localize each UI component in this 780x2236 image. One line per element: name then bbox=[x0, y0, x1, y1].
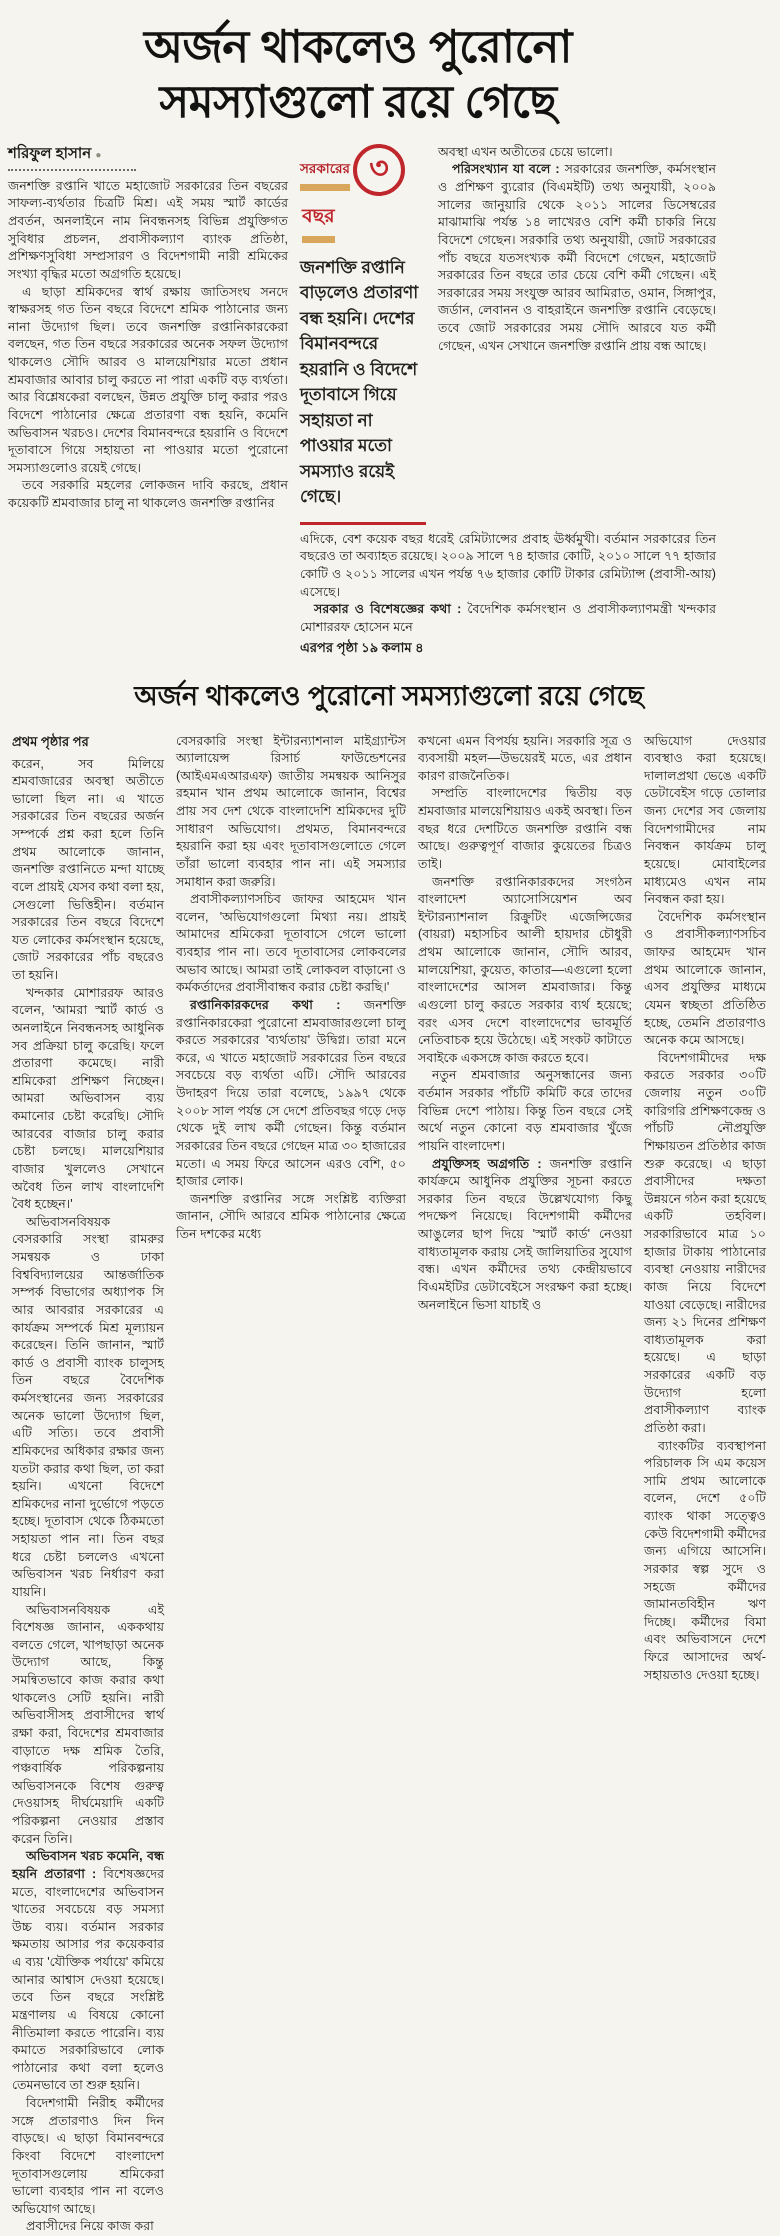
column-4-paragraphs bbox=[644, 733, 766, 1685]
paragraph: সম্প্রতি বাংলাদেশের দ্বিতীয় বড় শ্রমবাজার মালয়েশিয়ায়ও একই অবস্থা। তিন বছর ধরে দেশটিতে জনশক্তি রপ্তানি বন্ধ আছে। গুরুত্বপূর্ণ বাজার কুয়েতের চিত্রও তাই। bbox=[418, 786, 632, 871]
column-2 bbox=[176, 733, 406, 1244]
pull-quote: জনশক্তি রপ্তানি বাড়লেও প্রতারণা বন্ধ হয়নি। দেশের বিমানবন্দরে হয়রানি ও বিদেশে দূতাবাসে গিয়ে সহায়তা না পাওয়ার মতো সমস্যাও রয়েই গেছে। bbox=[300, 257, 419, 507]
continuation-headline: অর্জন থাকলেও পুরোনো সমস্যাগুলো রয়ে গেছে bbox=[134, 680, 644, 711]
paragraph: পরিসংখ্যান যা বলে : সরকারের জনশক্তি, কর্মসংস্থান ও প্রশিক্ষণ ব্যুরোর (বিএমইটি) তথ্য অনুযায়ী, ২০০৯ সালের জানুয়ারি থেকে ২০১১ সালের ডিসেম্বরের মাঝামাঝি পর্যন্ত ১৪ লাখেরও বেশি কর্মী চাকরি নিয়ে বিদেশে গেছেন। সরকারি তথ্য অনুযায়ী, জোট সরকারের পাঁচ বছরে যতসংখ্যক কর্মী বিদেশে গেছেন, মহাজোট সরকারের তিন বছরে তার চেয়ে বেশি কর্মী গেছেন। এই সরকারের সময় সংযুক্ত আরব আমিরাত, ওমান, সিঙ্গাপুর, জর্ডান, লেবানন ও বাহরাইনে জনশক্তি রপ্তানি বেড়েছে। তবে জোট সরকারের সময় সৌদি আরবে যত কর্মী গেছেন, এখন সেখানে জনশক্তি রপ্তানি প্রায় বন্ধ আছে। bbox=[438, 162, 716, 353]
paragraph-lead: অভিবাসন খরচ কমেনি, বন্ধ হয়নি প্রতারণা : bbox=[12, 1849, 164, 1881]
top-right-paragraphs bbox=[438, 144, 716, 356]
pull-quote-red-rule bbox=[300, 522, 426, 525]
top-article-body bbox=[8, 142, 716, 660]
govt-3-years-logo bbox=[300, 144, 426, 196]
logo-suffix-text: বছর bbox=[302, 202, 335, 243]
headline-line-1: অর্জন থাকলেও পুরোনো bbox=[144, 21, 572, 72]
paragraph: জনশক্তি রপ্তানির সঙ্গে সংশ্লিষ্ট ব্যক্তিরা জানান, সৌদি আরবে শ্রমিক পাঠানোর ক্ষেত্রে তিন দশকের মধ্যে bbox=[176, 1191, 406, 1242]
top-wide-block bbox=[300, 531, 716, 660]
paragraph-lead: প্রযুক্তিসহ অগ্রগতি : bbox=[432, 1156, 550, 1171]
logo-prefix-text: সরকারের bbox=[300, 158, 350, 191]
byline-name: শরিফুল হাসান bbox=[8, 144, 92, 162]
paragraph: বৈদেশিক কর্মসংস্থান ও প্রবাসীকল্যাণসচিব জাফর আহমেদ খান প্রথম আলোকে জানান, এসব প্রযুক্তির মাধ্যমে যেমন স্বচ্ছতা প্রতিষ্ঠিত হচ্ছে, তেমনি প্রতারণাও অনেক কমে আসছে। bbox=[644, 909, 766, 1048]
top-wide-paragraphs bbox=[300, 531, 716, 637]
paragraph: বেসরকারি সংস্থা ইন্টারন্যাশনাল মাইগ্র্যান্টস অ্যালায়েন্স রিসার্চ ফাউন্ডেশনের (আইএমএআরএফ) জাতীয় সমন্বয়ক আনিসুর রহমান খান প্রথম আলোকে জানান, বিশ্বের প্রায় সব দেশ থেকে বাংলাদেশি শ্রমিকদের দুটি সাধারণ অভিযোগ। প্রথমত, বিমানবন্দরে হয়রানি করা হয় এবং দূতাবাসগুলোতে গেলে তাঁরা ভালো ব্যবহার পান না। এই সমস্যার সমাধান করা জরুরি। bbox=[176, 733, 406, 889]
paragraph: এ ছাড়া শ্রমিকদের স্বার্থ রক্ষায় জাতিসংঘ সনদে স্বাক্ষরসহ গত তিন বছরে বিদেশে শ্রমিক পাঠানোর জন্য নানা উদ্যোগ ছিল। তবে জনশক্তি রপ্তানিকারকেরা বলছেন, গত তিন বছরে সরকারের অনেক সফল উদ্যোগ থাকলেও সৌদি আরব ও মালয়েশিয়ার মতো প্রধান শ্রমবাজার আবার চালু করতে না পারা একটি বড় ব্যর্থতা। আর বিশ্লেষকেরা বলছেন, উন্নত প্রযুক্তি চালু করার পরও বিদেশে পাঠানোর ক্ষেত্রে প্রতারণা বন্ধ হয়নি, কমেনি অভিবাসন খরচও। দেশের বিমানবন্দরে হয়রানি ও বিদেশে দূতাবাসে গিয়ে সহায়তা না পাওয়ার মতো পুরোনো সমস্যাগুলোও রয়েই গেছে। bbox=[8, 284, 288, 475]
paragraph-lead: পরিসংখ্যান যা বলে : bbox=[452, 162, 565, 177]
column-3 bbox=[418, 733, 632, 1315]
paragraph: অবস্থা এখন অতীতের চেয়ে ভালো। bbox=[438, 144, 613, 159]
paragraph: অভিবাসনবিষয়ক বেসরকারি সংস্থা রামরুর সমন্বয়ক ও ঢাকা বিশ্ববিদ্যালয়ের আন্তর্জাতিক সম্পর্ক বিভাগের অধ্যাপক সি আর আবরার সরকারের এ কার্যক্রম সম্পর্কে মিশ্র মূল্যায়ন করেছেন। তিনি জানান, স্মার্ট কার্ড ও প্রবাসী ব্যাংক চালুসহ তিন বছরে বৈদেশিক কর্মসংস্থানের জন্য সরকারের অনেক ভালো উদ্যোগ ছিল, এটি সত্যি। তবে প্রবাসী শ্রমিকদের অধিকার রক্ষার জন্য যতটা করার কথা ছিল, তা করা হয়নি। এখনো বিদেশে শ্রমিকদের নানা দুর্ভোগে পড়তে হচ্ছে। দূতাবাস থেকে ঠিকমতো সহায়তা পান না। তিন বছর ধরে চেষ্টা চললেও এখনো অভিবাসন খরচ নির্ধারণ করা যায়নি। bbox=[12, 1214, 164, 1599]
column-4 bbox=[644, 733, 766, 1685]
top-right-column bbox=[426, 142, 716, 525]
byline-bullet-icon: ● bbox=[95, 149, 102, 161]
paragraph: সরকার ও বিশেষজ্ঞের কথা : বৈদেশিক কর্মসংস্থান ও প্রবাসীকল্যাণমন্ত্রী খন্দকার মোশাররফ হোসেন মনে bbox=[300, 602, 716, 634]
paragraph-lead: সরকার ও বিশেষজ্ঞের কথা : bbox=[314, 602, 468, 617]
paragraph: প্রবাসীকল্যাণসচিব জাফর আহমেদ খান বলেন, 'অভিযোগগুলো মিথ্যা নয়। প্রায়ই আমাদের শ্রমিকেরা দূতাবাসে গেলে ভালো ব্যবহার পান না। তবে দূতাবাসের লোকবলের অভাব আছে। আমরা তাই লোকবল বাড়ানো ও কর্মকর্তাদের প্রবাসীবান্ধব করার চেষ্টা করছি।' bbox=[176, 892, 406, 995]
paragraph: তবে সরকারি মহলের লোকজন দাবি করছে, প্রধান কয়েকটি শ্রমবাজার চালু না থাকলেও জনশক্তি রপ্তানির bbox=[8, 478, 288, 511]
paragraph: ব্যাংকটির ব্যবস্থাপনা পরিচালক সি এম কয়েস সামি প্রথম আলোকে বলেন, দেশে ৫০টি ব্যাংক থাকা সত্ত্বেও কেউ বিদেশগামী কর্মীদের জন্য এগিয়ে আসেনি। সরকার স্বল্প সুদে ও সহজে কর্মীদের জামানতবিহীন ঋণ দিচ্ছে। কর্মীদের বিমা এবং অভিবাসনে দেশে ফিরে আসাদের অর্থ-সহায়তাও দেওয়া হচ্ছে। bbox=[644, 1438, 766, 1682]
top-right-region bbox=[300, 142, 716, 660]
column-2-paragraphs bbox=[176, 733, 406, 1244]
paragraph: রপ্তানিকারকদের কথা : জনশক্তি রপ্তানিকারকেরা পুরোনো শ্রমবাজারগুলো চালু করতে সরকারের 'ব্যর্থতায়' উদ্বিগ্ন। তারা মনে করে, এ খাতে মহাজোট সরকারের তিন বছরে সবচেয়ে বড় ব্যর্থতা এটি। সৌদি আরবের উদাহরণ দিয়ে তারা বলেছে, ১৯৯৭ থেকে ২০০৮ সাল পর্যন্ত সে দেশে প্রতিবছর গড়ে দেড় থেকে দুই লাখ কর্মী গেছেন। কিন্তু বর্তমান সরকারের তিন বছরে গেছেন মাত্র ৩০ হাজারের মতো। এ সময় ফিরে আসেন এরও বেশি, ৫০ হাজার লোক। bbox=[176, 997, 406, 1189]
paragraph: প্রযুক্তিসহ অগ্রগতি : জনশক্তি রপ্তানি কার্যক্রমে আধুনিক প্রযুক্তির সূচনা করতে সরকার তিন বছরে উল্লেখযোগ্য কিছু পদক্ষেপ নিয়েছে। বিদেশগামী কর্মীদের আঙুলের ছাপ দিয়ে 'স্মার্ট কার্ড' নেওয়া বাধ্যতামূলক করায় সেই জালিয়াতির সুযোগ বন্ধ। এখন কর্মীদের তথ্য কেন্দ্রীয়ভাবে বিএমইটির ডেটাবেইসে সংরক্ষণ করা হচ্ছে। অনলাইনে ভিসা যাচাই ও bbox=[418, 1156, 633, 1312]
paragraph: খন্দকার মোশাররফ আরও বলেন, 'আমরা স্মার্ট কার্ড ও অনলাইনে নিবন্ধনসহ আধুনিক সব প্রক্রিয়া চালু করেছি। ফলে প্রতারণা কমেছে। নারী শ্রমিকেরা প্রশিক্ষণ নিচ্ছেন। আমরা অভিবাসন ব্যয় কমানোর চেষ্টা করেছি। সৌদি আরবের বাজার চালু করার চেষ্টা চলছে। মালয়েশিয়ার বাজার খুললেও সেখানে অবৈধ তিন লাখ বাংলাদেশি বৈধ হচ্ছেন।' bbox=[12, 985, 164, 1212]
paragraph: অভিবাসনবিষয়ক এই বিশেষজ্ঞ জানান, এককথায় বলতে গেলে, খাপছাড়া অনেক উদ্যোগ আছে, কিন্তু সমন্বিতভাবে কাজ করার কথা থাকলেও সেটি হয়নি। নারী অভিবাসীসহ প্রবাসীদের স্বার্থ রক্ষা করা, বিদেশের শ্রমবাজার বাড়াতে দক্ষ শ্রমিক তৈরি, পঞ্চবার্ষিক পরিকল্পনায় অভিবাসনকে বিশেষ গুরুত্ব দেওয়াসহ দীর্ঘমেয়াদি একটি পরিকল্পনা নেওয়ার প্রস্তাব করেন তিনি। bbox=[12, 1602, 164, 1846]
column-3-paragraphs bbox=[418, 733, 632, 1315]
paragraph: কখনো এমন বিপর্যয় হয়নি। সরকারি সূত্র ও ব্যবসায়ী মহল—উভয়েরই মতে, এর প্রধান কারণ রাজনৈতিক। bbox=[418, 733, 632, 783]
paragraph: অভিবাসন খরচ কমেনি, বন্ধ হয়নি প্রতারণা : বিশেষজ্ঞদের মতে, বাংলাদেশের অভিবাসন খাতের সবচেয়ে বড় সমস্যা উচ্চ ব্যয়। বর্তমান সরকার ক্ষমতায় আসার পর কয়েকবার এ ব্যয় 'যৌক্তিক পর্যায়ে' কমিয়ে আনার আশ্বাস দেওয়া হয়েছে। তবে তিন বছরে সংশ্লিষ্ট মন্ত্রণালয় এ বিষয়ে কোনো নীতিমালা করতে পারেনি। ব্যয় কমাতে সরকারিভাবে লোক পাঠানোর কথা বলা হলেও তেমনভাবে তা শুরু হয়নি। bbox=[12, 1849, 164, 2093]
continuation-columns bbox=[8, 733, 770, 2236]
headline-line-2: সমস্যাগুলো রয়ে গেছে bbox=[159, 75, 557, 127]
paragraph: প্রবাসীদের নিয়ে কাজ করা bbox=[26, 2219, 154, 2234]
paragraph: করেন, সব মিলিয়ে শ্রমবাজারের অবস্থা অতীতে ভালো ছিল না। এ খাতে সরকারের তিন বছরের অর্জন সম্পর্কে প্রশ্ন করা হলে তিনি প্রথম আলোকে জানান, জনশক্তি রপ্তানিতে মন্দা যাচ্ছে বলে প্রায়ই যেসব কথা বলা হয়, সেগুলো ভিত্তিহীন। বর্তমান সরকারের তিন বছরে বিদেশে যত লোকের কর্মসংস্থান হয়েছে, জোট সরকারের পাঁচ বছরেও তা হয়নি। bbox=[12, 756, 164, 983]
logo-number-3-icon: ৩ bbox=[353, 144, 405, 196]
column-1 bbox=[12, 733, 164, 2236]
paragraph: নতুন শ্রমবাজার অনুসন্ধানের জন্য বর্তমান সরকার পাঁচটি কমিটি করে তাদের বিভিন্ন দেশে পাঠায়। কিন্তু তিন বছরে সেই অর্থে নতুন কোনো বড় শ্রমবাজার খুঁজে পায়নি বাংলাদেশ। bbox=[418, 1068, 632, 1153]
paragraph: জনশক্তি রপ্তানি খাতে মহাজোট সরকারের তিন বছরের সাফল্য-ব্যর্থতার চিত্রটি মিশ্র। এই সময় স্মার্ট কার্ডের প্রবর্তন, অনলাইনে নাম নিবন্ধনসহ বিভিন্ন প্রযুক্তিগত সুবিধার প্রচলন, প্রবাসীকল্যাণ ব্যাংক প্রতিষ্ঠা, প্রশিক্ষণসুবিধা সম্প্রসারণ ও বিদেশগামী নারী শ্রমিকের সংখ্যা বৃদ্ধির মতো অগ্রগতি হয়েছে। bbox=[8, 178, 288, 281]
main-headline bbox=[8, 20, 708, 130]
column-1-paragraphs bbox=[12, 756, 164, 2236]
paragraph-lead: রপ্তানিকারকদের কথা : bbox=[190, 997, 364, 1012]
top-left-column bbox=[8, 142, 300, 660]
paragraph: বিদেশগামীদের দক্ষ করতে সরকার ৩০টি জেলায় নতুন ৩০টি কারিগরি প্রশিক্ষণকেন্দ্র ও পাঁচটি নৌপ্রযুক্তি শিক্ষায়তন প্রতিষ্ঠার কাজ শুরু করেছে। এ ছাড়া প্রবাসীদের দক্ষতা উন্নয়নে গঠন করা হয়েছে একটি তহবিল। সরকারিভাবে মাত্র ১০ হাজার টাকায় পাঠানোর ব্যবস্থা নেওয়ায় নারীদের কাজ নিয়ে বিদেশে যাওয়া বেড়েছে। নারীদের জন্য ২১ দিনের প্রশিক্ষণ বাধ্যতামূলক করা হয়েছে। এ ছাড়া সরকারের একটি বড় উদ্যোগ হলো প্রবাসীকল্যাণ ব্যাংক প্রতিষ্ঠা করা। bbox=[644, 1050, 766, 1435]
jump-to-page-note: এরপর পৃষ্ঠা ১৯ কলাম ৪ bbox=[300, 639, 424, 655]
continuation-article bbox=[8, 676, 770, 2236]
byline-divider bbox=[8, 169, 136, 171]
top-article bbox=[8, 20, 770, 660]
paragraph: এদিকে, বেশ কয়েক বছর ধরেই রেমিট্যান্সের প্রবাহ ঊর্ধ্বমুখী। বর্তমান সরকারের তিন বছরেও তা অব্যাহত রয়েছে। ২০০৯ সালে ৭৪ হাজার কোটি, ২০১০ সালে ৭৭ হাজার কোটি ও ২০১১ সালের এখন পর্যন্ত ৭৬ হাজার কোটি টাকার রেমিট্যান্স (প্রবাসী-আয়) এসেছে। bbox=[300, 531, 716, 599]
top-middle-right-row bbox=[300, 142, 716, 525]
continued-from-front-page-note: প্রথম পৃষ্ঠার পর bbox=[12, 733, 89, 749]
top-left-paragraphs bbox=[8, 178, 288, 513]
paragraph: বিদেশগামী নিরীহ কর্মীদের সঙ্গে প্রতারণাও দিন দিন বাড়ছে। এ ছাড়া বিমানবন্দরে কিংবা বিদেশে বাংলাদেশ দূতাবাসগুলোয় শ্রমিকেরা ভালো ব্যবহার পান না বলেও অভিযোগ আছে। bbox=[12, 2096, 164, 2216]
byline bbox=[8, 142, 288, 167]
paragraph: জনশক্তি রপ্তানিকারকদের সংগঠন বাংলাদেশ অ্যাসোসিয়েশন অব ইন্টারন্যাশনাল রিক্রুটিং এজেন্সিজের (বায়রা) মহাসচিব আলী হায়দার চৌধুরী প্রথম আলোকে জানান, সৌদি আরব, মালয়েশিয়া, কুয়েত, কাতার—এগুলো হলো বাংলাদেশের আসল শ্রমবাজার। কিন্তু এগুলো চালু করতে সরকার ব্যর্থ হয়েছে; বরং এসব দেশে বাংলাদেশের ভাবমূর্তি নেতিবাচক হয়ে উঠেছে। এই সংকট কাটাতে সবাইকে একসঙ্গে কাজ করতে হবে। bbox=[418, 874, 632, 1065]
paragraph: অভিযোগ দেওয়ার ব্যবস্থাও করা হয়েছে। দালালপ্রথা ভেঙে একটি ডেটাবেইস গড়ে তোলার জন্য দেশের সব জেলায় বিদেশগামীদের নাম নিবন্ধন কার্যক্রম চালু হয়েছে। মোবাইলের মাধ্যমেও এখন নাম নিবন্ধন করা হয়। bbox=[644, 733, 766, 907]
pullquote-column bbox=[300, 142, 426, 525]
